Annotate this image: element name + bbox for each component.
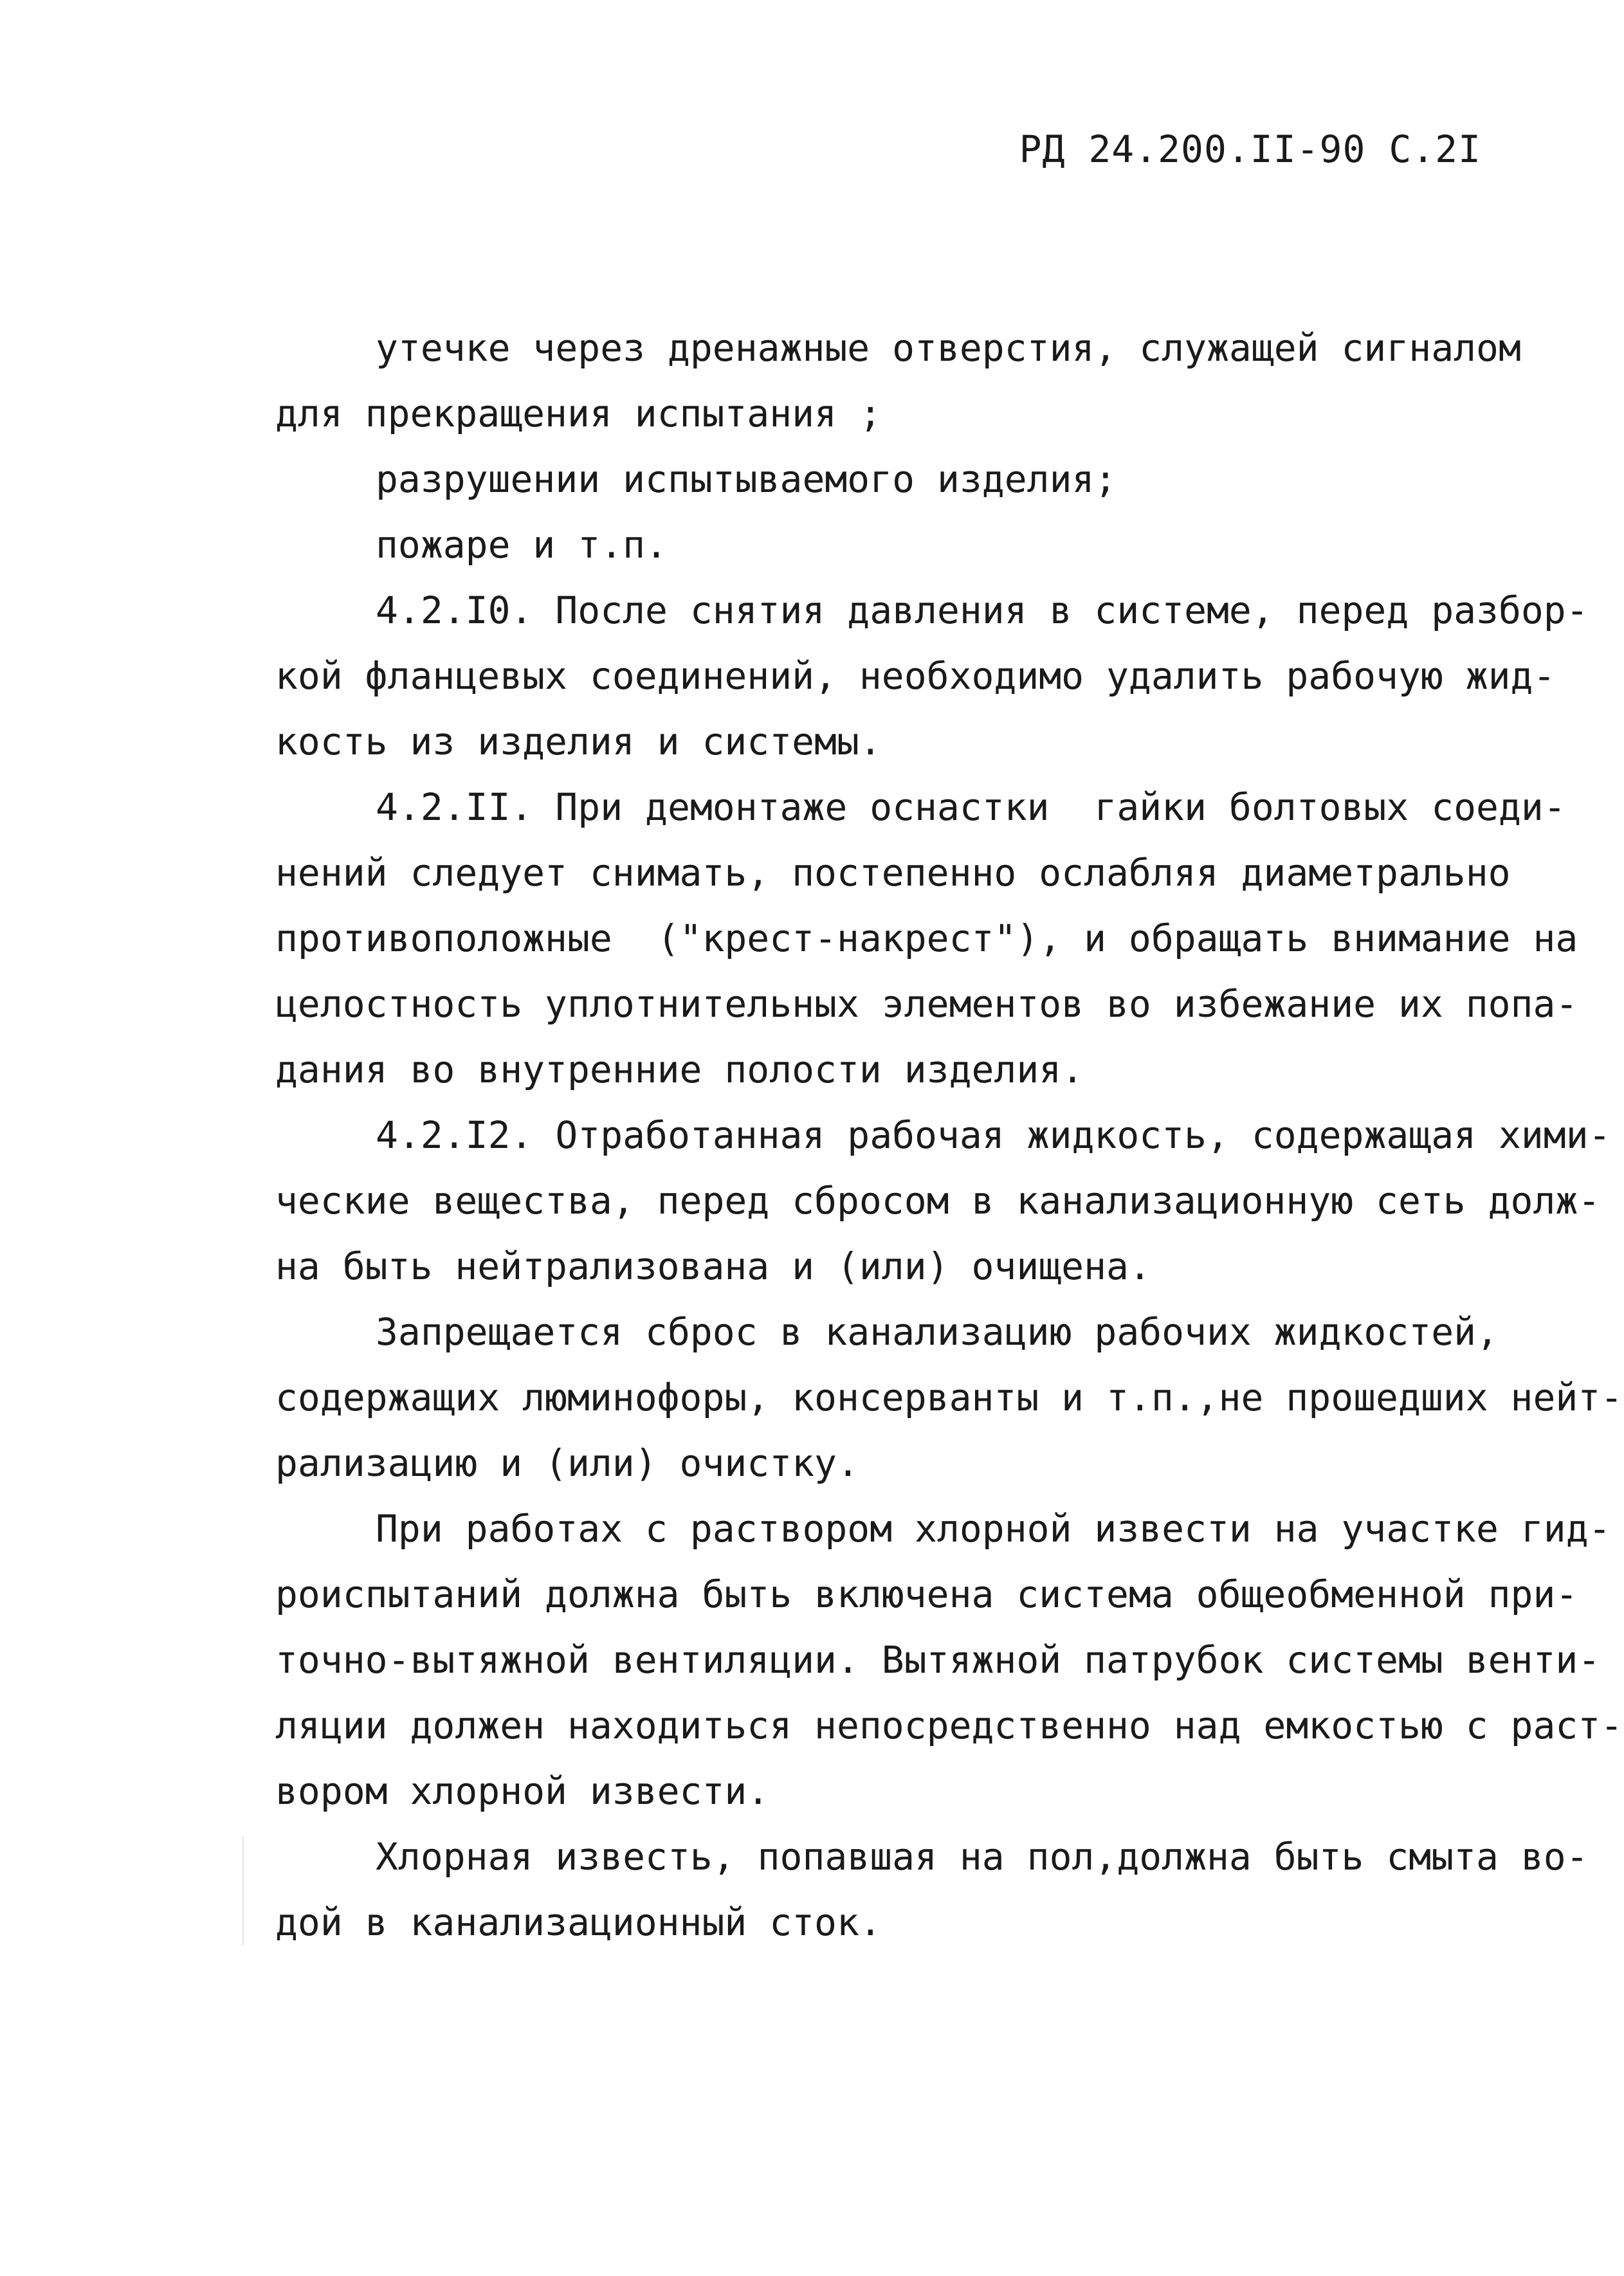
document-header-ref: РД 24.200.II-90 С.2I: [1019, 127, 1481, 171]
text-line: содержащих люминофоры, консерванты и т.п.,не прошедших нейт-: [275, 1376, 1623, 1419]
text-line: целостность уплотнительных элементов во избежание их попа-: [275, 982, 1578, 1026]
text-line: ляции должен находиться непосредственно над емкостью с раст-: [275, 1704, 1623, 1747]
text-line: пожаре и т.п.: [376, 523, 668, 567]
scan-margin-mark: [242, 1836, 244, 1945]
text-line: кой фланцевых соединений, необходимо удалить рабочую жид-: [275, 654, 1556, 698]
text-line: для прекращения испытания ;: [275, 392, 882, 435]
text-line: 4.2.II. При демонтаже оснастки гайки болтовых соеди-: [376, 785, 1566, 829]
text-line: кость из изделия и системы.: [275, 720, 882, 763]
text-line: противоположные ("крест-накрест"), и обращать внимание на: [275, 916, 1578, 960]
text-line: 4.2.I2. Отработанная рабочая жидкость, содержащая хими-: [376, 1113, 1611, 1157]
text-line: вором хлорной извести.: [275, 1769, 770, 1813]
text-line: роиспытаний должна быть включена система общеобменной при-: [275, 1572, 1578, 1616]
text-line: дой в канализационный сток.: [275, 1900, 882, 1944]
text-line: Запрещается сброс в канализацию рабочих жидкостей,: [376, 1310, 1499, 1354]
text-line: ческие вещества, перед сбросом в канализационную сеть долж-: [275, 1179, 1601, 1223]
text-line: на быть нейтрализована и (или) очищена.: [275, 1244, 1151, 1288]
text-line: разрушении испытываемого изделия;: [376, 457, 1117, 501]
text-line: рализацию и (или) очистку.: [275, 1441, 859, 1485]
text-line: утечке через дренажные отверстия, служащей сигналом: [376, 326, 1521, 370]
text-line: точно-вытяжной вентиляции. Вытяжной патрубок системы венти-: [275, 1638, 1601, 1682]
text-line: При работах с раствором хлорной извести на участке гид-: [376, 1507, 1611, 1551]
text-line: Хлорная известь, попавшая на пол,должна быть смыта во-: [376, 1835, 1589, 1879]
document-body: [275, 315, 1623, 1955]
text-line: 4.2.I0. После снятия давления в системе, перед разбор-: [376, 588, 1589, 632]
text-line: нений следует снимать, постепенно ослабляя диаметрально: [275, 851, 1511, 895]
text-line: дания во внутренние полости изделия.: [275, 1048, 1084, 1091]
